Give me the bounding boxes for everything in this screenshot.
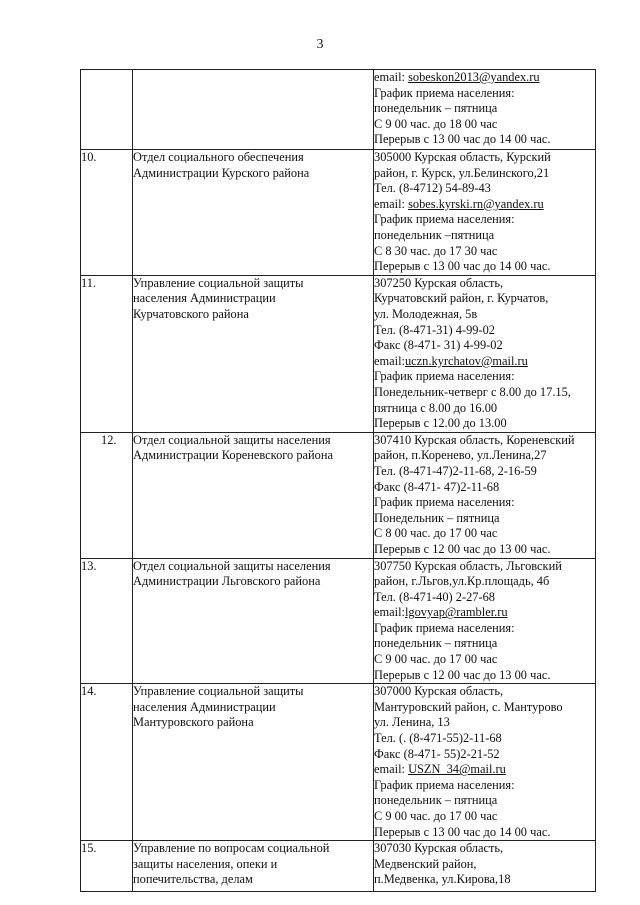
contact-info-text: С 8 30 час. до 17 30 час [374, 243, 498, 258]
contact-info-line [374, 605, 595, 621]
contact-info-text: email: [374, 605, 405, 620]
department-name-cell [133, 275, 374, 432]
contact-info-line [374, 684, 595, 700]
contact-info-text: График приема населения: [374, 212, 515, 227]
contact-info-line [374, 590, 595, 606]
email-link[interactable]: lgovyap@rambler.ru [404, 605, 508, 620]
contact-info-text: понедельник –пятница [374, 227, 495, 242]
table-row [81, 432, 596, 558]
contact-info-line [374, 385, 595, 401]
row-number: 15. [81, 841, 97, 856]
page-number: 3 [316, 37, 324, 52]
row-number: 14. [81, 684, 97, 699]
table-row [81, 70, 596, 150]
department-name-line: Администрации Кореневского района [133, 448, 333, 463]
contact-info-text: С 8 00 час. до 17 00 час [374, 526, 498, 541]
contact-info-line [374, 809, 595, 825]
email-link[interactable]: sobes.kyrski.rn@yandex.ru [408, 196, 544, 211]
contact-info-line [374, 101, 595, 117]
department-name-cell [133, 558, 374, 684]
contact-info-line [374, 480, 595, 496]
contact-info-text: Медвенский район, [374, 856, 477, 871]
contact-info-line [374, 636, 595, 652]
contact-info-text: Факс (8-471- 47)2-11-68 [374, 479, 500, 494]
department-name-line: Мантуровского района [133, 715, 254, 730]
row-number-cell [81, 841, 133, 892]
contact-info-line [374, 86, 595, 102]
contact-info-text: Перерыв с 12 00 час до 13 00 час. [374, 667, 551, 682]
department-name-line: защиты населения, опеки и [133, 856, 278, 871]
contact-info-line [374, 212, 595, 228]
contact-info-line [374, 559, 595, 575]
department-name-line: Администрации Курского района [133, 165, 310, 180]
contact-info-line [374, 259, 595, 275]
row-number: 11. [81, 275, 97, 290]
contact-info-text: Тел. (8-471-31) 4-99-02 [374, 322, 495, 337]
contact-info-line [374, 244, 595, 260]
row-number-cell [81, 684, 133, 841]
contact-info-line [374, 181, 595, 197]
row-number-cell [81, 275, 133, 432]
contact-info-line [374, 762, 595, 778]
row-number: 10. [81, 150, 97, 164]
contact-info-line [374, 307, 595, 323]
row-number-cell [81, 432, 133, 558]
contact-info-cell [374, 684, 596, 841]
email-link[interactable]: USZN_34@mail.ru [408, 762, 506, 777]
contact-info-text: Перерыв с 13 00 час до 14 00 час. [374, 824, 551, 839]
contact-info-line [374, 825, 595, 841]
department-name-line: Управление по вопросам социальной [133, 841, 330, 856]
contact-info-text: График приема населения: [374, 777, 515, 792]
contact-info-line [374, 276, 595, 292]
contact-info-line [374, 526, 595, 542]
contact-info-text: понедельник – пятница [374, 793, 498, 808]
department-name-line: Курчатовского района [133, 306, 249, 321]
department-name-cell [133, 70, 374, 150]
contact-info-text: понедельник – пятница [374, 101, 498, 116]
department-name-cell [133, 841, 374, 892]
contact-info-line [374, 793, 595, 809]
contact-info-text: Понедельник-четверг с 8.00 до 17.15, [374, 384, 571, 399]
contact-info-cell [374, 70, 596, 150]
table-row [81, 684, 596, 841]
department-name-line: Управление социальной защиты [133, 684, 304, 699]
contact-info-line [374, 448, 595, 464]
table-row [81, 150, 596, 276]
contact-info-line [374, 228, 595, 244]
contact-info-text: Тел. (8-4712) 54-89-43 [374, 181, 491, 196]
contact-info-line [374, 747, 595, 763]
table-row [81, 558, 596, 684]
contact-info-text: район, г. Курск, ул.Белинского,21 [374, 165, 550, 180]
department-name-line: населения Администрации [133, 291, 276, 306]
contact-info-text: Мантуровский район, с. Мантурово [374, 699, 563, 714]
table-row [81, 841, 596, 892]
contact-info-text: email: [374, 70, 409, 84]
contact-info-line [374, 778, 595, 794]
contact-info-line [374, 323, 595, 339]
department-name-line: Администрации Льговского района [133, 574, 321, 589]
department-name-line: населения Администрации [133, 699, 276, 714]
contact-info-text: Тел. (8-471-40) 2-27-68 [374, 589, 495, 604]
contact-info-text: район, г.Льгов,ул.Кр.площадь, 4б [374, 574, 550, 589]
contact-info-text: 307410 Курская область, Кореневский [374, 432, 575, 447]
contact-info-text: 307000 Курская область, [374, 684, 504, 699]
contact-info-line [374, 354, 595, 370]
contact-info-line [374, 291, 595, 307]
contact-info-text: ул. Ленина, 13 [374, 715, 450, 730]
email-link[interactable]: sobeskon2013@yandex.ru [408, 70, 540, 84]
contact-info-cell [374, 841, 596, 892]
contact-info-text: Тел. (8-471-47)2-11-68, 2-16-59 [374, 463, 537, 478]
contact-info-line [374, 70, 595, 86]
contact-info-text: 307750 Курская область, Льговский [374, 558, 562, 573]
contact-info-line [374, 511, 595, 527]
contact-info-line [374, 700, 595, 716]
department-name-cell [133, 150, 374, 276]
table-row [81, 275, 596, 432]
contact-info-text: Курчатовский район, г. Курчатов, [374, 291, 549, 306]
contact-info-line [374, 495, 595, 511]
contact-info-line [374, 117, 595, 133]
department-name-line: Управление социальной защиты [133, 275, 304, 290]
row-number: 13. [81, 558, 97, 573]
department-name-line: Отдел социальной защиты населения [133, 432, 331, 447]
contact-info-text: Факс (8-471- 31) 4-99-02 [374, 338, 503, 353]
contact-info-line [374, 369, 595, 385]
department-name-cell [133, 684, 374, 841]
contact-info-text: График приема населения: [374, 495, 515, 510]
contact-info-text: email: [374, 762, 409, 777]
contact-info-text: понедельник – пятница [374, 636, 498, 651]
contact-info-text: 307250 Курская область, [374, 275, 504, 290]
contact-info-line [374, 150, 595, 166]
contact-info-text: График приема населения: [374, 620, 515, 635]
contact-info-line [374, 197, 595, 213]
contact-info-text: График приема населения: [374, 369, 515, 384]
contact-info-text: Тел. (. (8-471-55)2-11-68 [374, 731, 502, 746]
contact-info-cell [374, 432, 596, 558]
contact-info-text: Факс (8-471- 55)2-21-52 [374, 746, 500, 761]
contact-info-text: С 9 00 час. до 17 00 час [374, 652, 498, 667]
contact-info-line [374, 416, 595, 432]
contact-info-line [374, 668, 595, 684]
contact-info-text: email: [374, 353, 405, 368]
contact-info-line [374, 166, 595, 182]
contact-info-text: Перерыв с 13 00 час до 14 00 час. [374, 132, 551, 147]
contact-info-line [374, 621, 595, 637]
contact-info-text: Перерыв с 13 00 час до 14 00 час. [374, 259, 551, 274]
department-name-line: Отдел социального обеспечения [133, 150, 304, 164]
contact-info-text: Понедельник – пятница [374, 510, 500, 525]
department-name-line: Отдел социальной защиты населения [133, 558, 331, 573]
contact-info-line [374, 652, 595, 668]
table-body [81, 70, 596, 892]
contact-info-line [374, 338, 595, 354]
contact-info-line [374, 433, 595, 449]
contact-info-text: График приема населения: [374, 85, 515, 100]
contact-info-text: Перерыв с 12 00 час до 13 00 час. [374, 541, 551, 556]
row-number-cell [81, 70, 133, 150]
contact-info-cell [374, 275, 596, 432]
contact-info-text: 305000 Курская область, Курский [374, 150, 551, 164]
contact-info-text: email: [374, 196, 409, 211]
contact-info-text: район, п.Коренево, ул.Ленина,27 [374, 448, 547, 463]
contact-info-line [374, 574, 595, 590]
contact-info-text: 307030 Курская область, [374, 841, 504, 856]
row-number: 12. [101, 432, 117, 447]
contact-info-line [374, 401, 595, 417]
department-name-line: попечительства, делам [133, 872, 253, 887]
contact-info-text: С 9 00 час. до 18 00 час [374, 116, 498, 131]
contact-info-text: С 9 00 час. до 17 00 час [374, 809, 498, 823]
contact-info-line [374, 731, 595, 747]
contact-info-line [374, 542, 595, 558]
contact-info-line [374, 464, 595, 480]
contact-info-cell [374, 558, 596, 684]
contact-info-text: пятница с 8.00 до 16.00 [374, 400, 498, 415]
email-link[interactable]: uczn.kyrchatov@mail.ru [404, 353, 528, 368]
contact-info-text: п.Медвенка, ул.Кирова,18 [374, 872, 511, 887]
row-number-cell [81, 150, 133, 276]
contact-info-text: Перерыв с 12.00 до 13.00 [374, 416, 507, 431]
contact-info-line [374, 857, 595, 873]
contact-info-line [374, 872, 595, 888]
row-number-cell [81, 558, 133, 684]
contact-info-cell [374, 150, 596, 276]
department-name-cell [133, 432, 374, 558]
contact-info-line [374, 132, 595, 148]
contact-info-text: ул. Молодежная, 5в [374, 306, 478, 321]
social-services-table [80, 69, 596, 892]
contact-info-line [374, 715, 595, 731]
contact-info-line [374, 841, 595, 857]
